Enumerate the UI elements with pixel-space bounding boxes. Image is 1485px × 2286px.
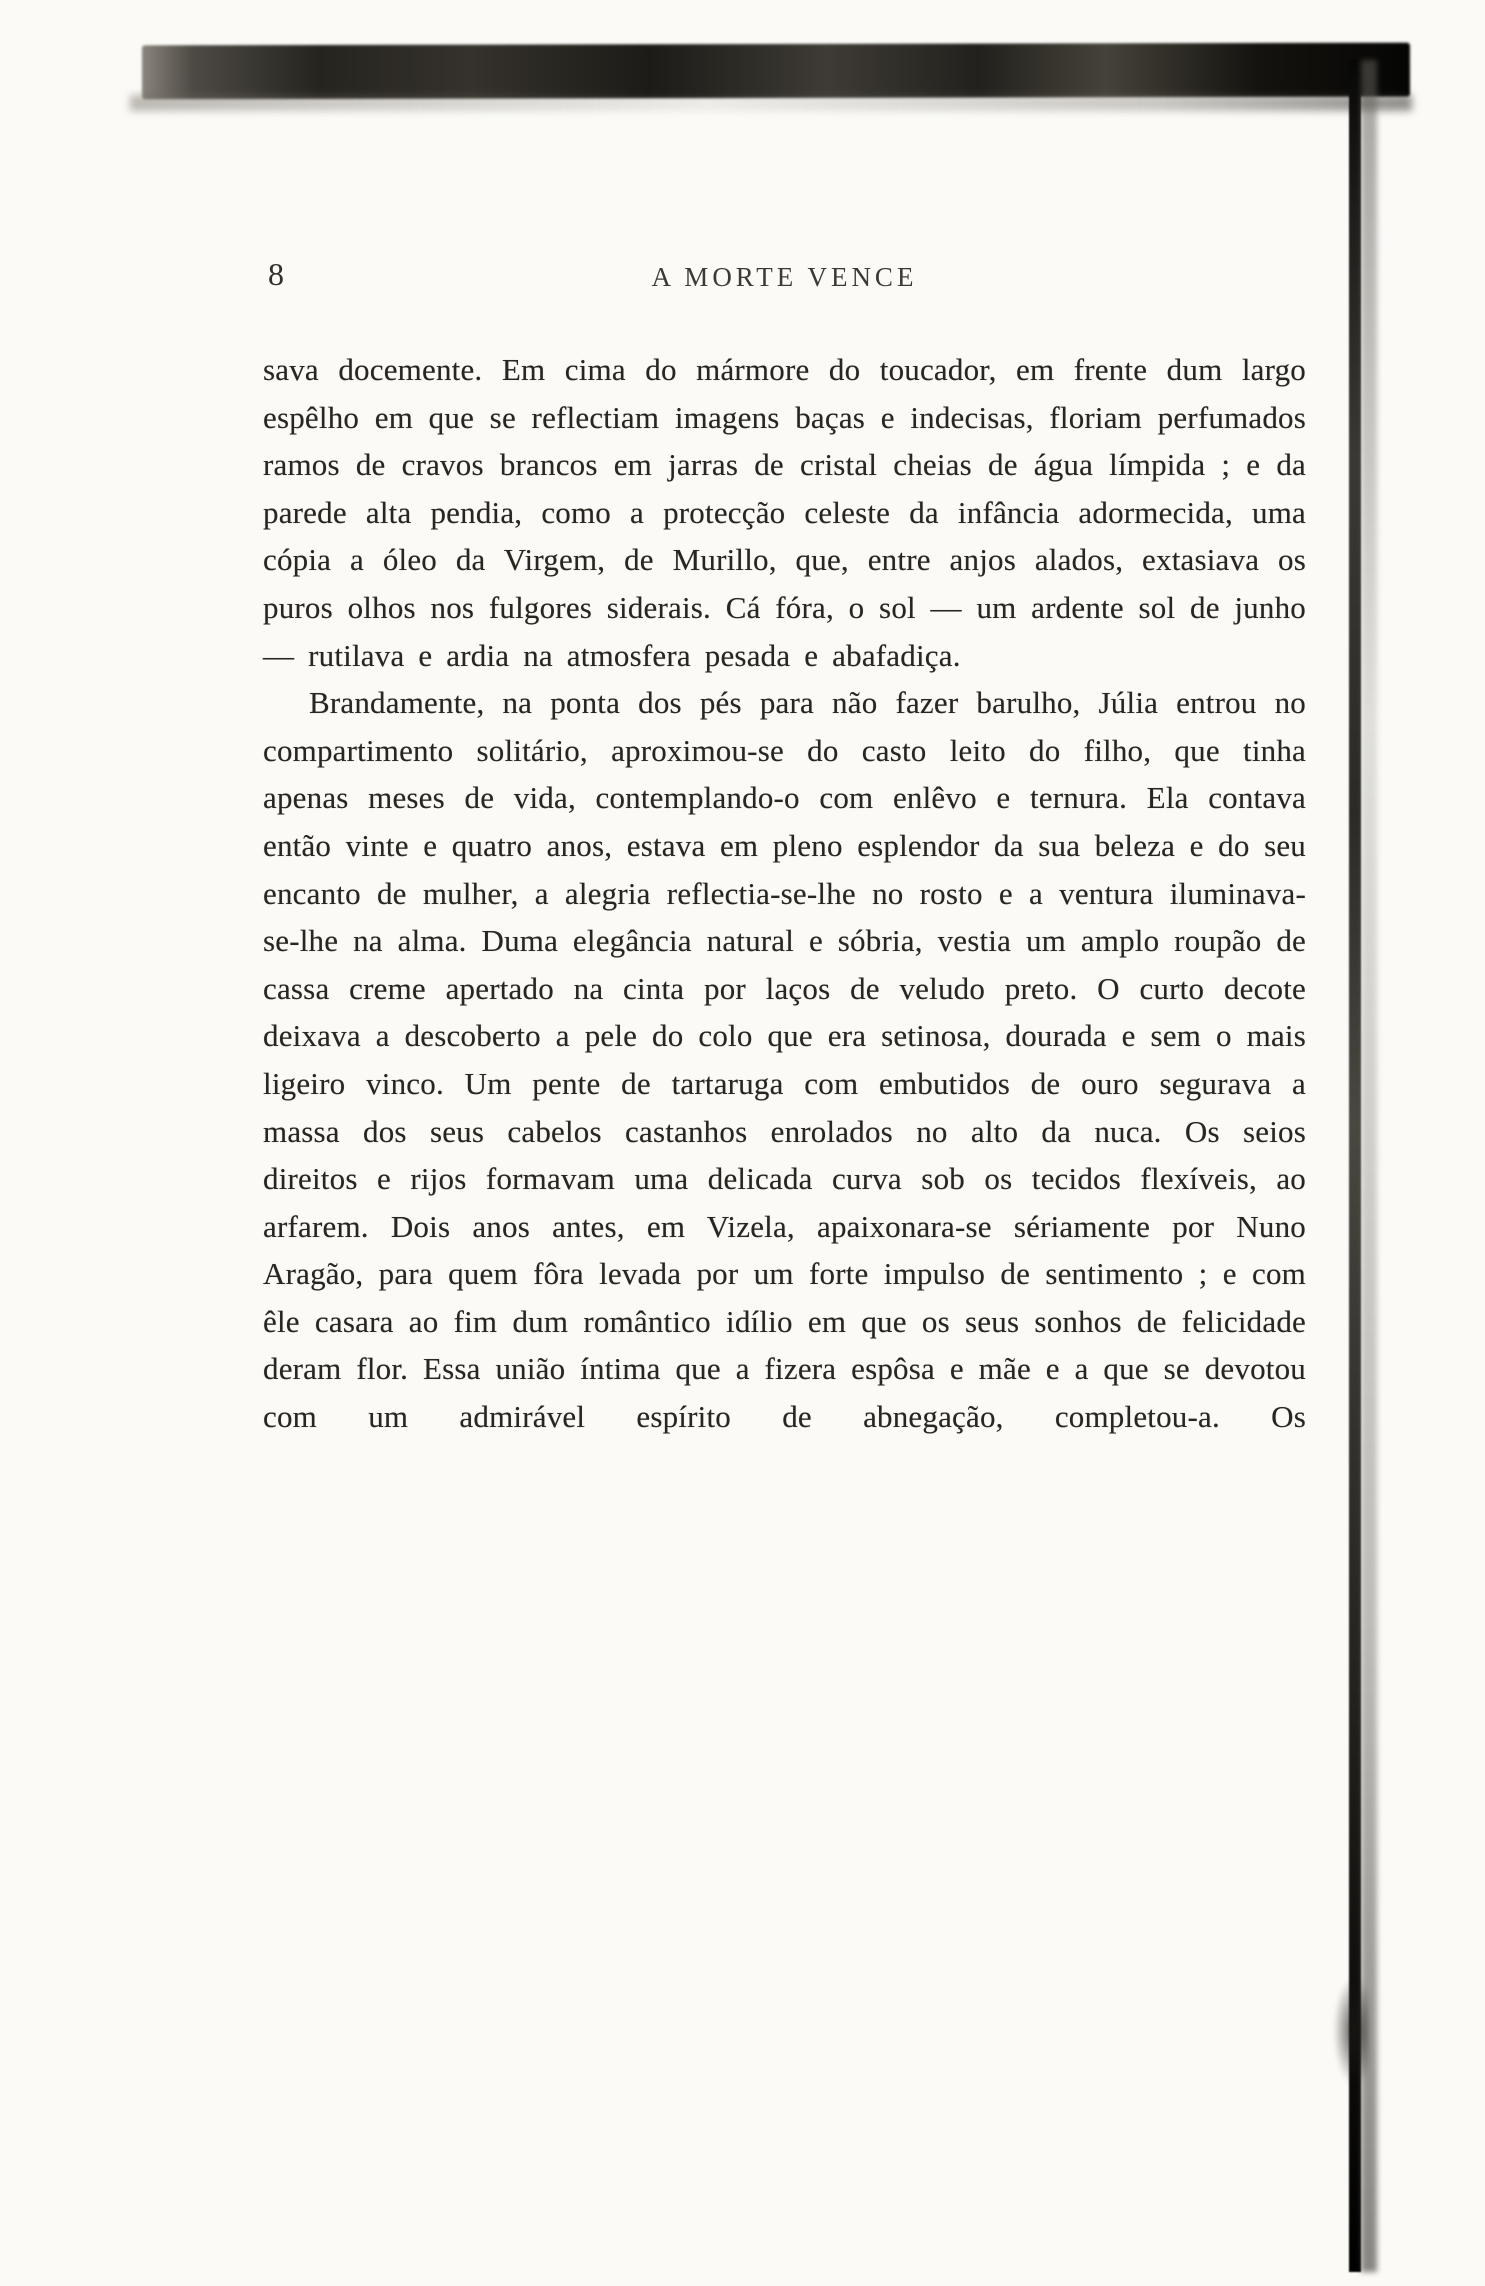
- paragraph: Brandamente, na ponta dos pés para não fazer barulho, Júlia entrou no compartimento solitário, aproximou-se do casto leito do filho, que tinha apenas meses de vida, contemplando-o com enlêvo e ternura. Ela contava então vinte e quatro anos, estava em pleno esplendor da sua beleza e do seu encanto de mulher, a alegria reflectia-se-lhe no rosto e a ventura iluminava-se-lhe na alma. Duma elegância natural e sóbria, vestia um amplo roupão de cassa creme apertado na cinta por laços de veludo preto. O curto decote deixava a descoberto a pele do colo que era setinosa, dourada e sem o mais ligeiro vinco. Um pente de tartaruga com embutidos de ouro segurava a massa dos seus cabelos castanhos enrolados no alto da nuca. Os seios direitos e rijos formavam uma delicada curva sob os tecidos flexíveis, ao arfarem. Dois anos antes, em Vizela, apaixonara-se sériamente por Nuno Aragão, para quem fôra levada por um forte impulso de sentimento ; e com êle casara ao fim dum romântico idílio em que os seus sonhos de felicidade deram flor. Essa união íntima que a fizera espôsa e mãe e a que se devotou com um admirável espírito de abnegação, completou-a. Os: [263, 685, 1306, 1435]
- paragraph: sava docemente. Em cima do mármore do toucador, em frente dum largo espêlho em que se reflectiam imagens baças e indecisas, floriam perfumados ramos de cravos brancos em jarras de cristal cheias de água límpida ; e da parede alta pendia, como a protecção celeste da infância adormecida, uma cópia a óleo da Virgem, de Murillo, que, entre anjos alados, extasiava os puros olhos nos fulgores siderais. Cá fóra, o sol — um ardente sol de junho — rutilava e ardia na atmosfera pesada e abafadiça.: [263, 352, 1306, 673]
- scan-artifact-right-shadow: [1361, 60, 1377, 2272]
- scan-artifact-top-edge: [142, 43, 1410, 100]
- running-head: A MORTE VENCE: [651, 262, 918, 292]
- body-text: [263, 346, 1306, 1441]
- scan-artifact-smudge: [1333, 1975, 1369, 2087]
- scan-artifact-right-edge: [1349, 60, 1361, 2272]
- page-number: 8: [268, 256, 284, 292]
- scan-artifact-top-shadow: [130, 95, 1412, 111]
